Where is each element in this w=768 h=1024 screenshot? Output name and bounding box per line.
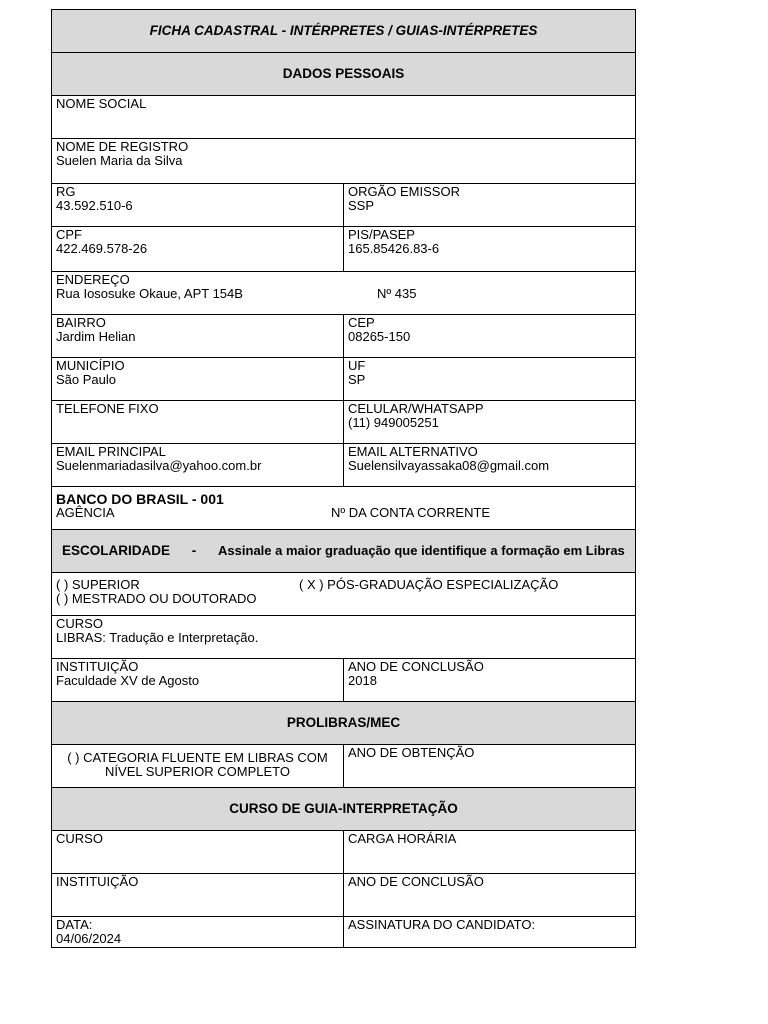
guia-curso-field[interactable] — [52, 831, 344, 874]
option-pos-graduacao[interactable]: ( X ) PÓS-GRADUAÇÃO ESPECIALIZAÇÃO — [299, 577, 559, 592]
email-principal-label: EMAIL PRINCIPAL — [56, 444, 166, 459]
data-value: 04/06/2024 — [56, 931, 122, 946]
banco-name: BANCO DO BRASIL - 001 — [56, 491, 224, 507]
option-superior[interactable]: ( ) SUPERIOR — [56, 577, 140, 592]
conta-corrente-label: Nº DA CONTA CORRENTE — [331, 505, 491, 520]
guia-ano-conclusao-label: ANO DE CONCLUSÃO — [348, 874, 484, 889]
carga-horaria-label: CARGA HORÁRIA — [348, 831, 457, 846]
rg-value: 43.592.510-6 — [56, 198, 133, 213]
assinatura-label: ASSINATURA DO CANDIDATO: — [348, 917, 536, 932]
cpf-field[interactable] — [52, 227, 344, 272]
curso-field[interactable] — [52, 616, 636, 659]
data-field[interactable] — [52, 917, 344, 948]
nome-social-label: NOME SOCIAL — [56, 96, 147, 111]
guia-instituicao-label: INSTITUIÇÃO — [56, 874, 139, 889]
telefone-fixo-field[interactable] — [52, 401, 344, 444]
cep-field[interactable] — [344, 315, 636, 358]
endereco-value: Rua Iososuke Okaue, APT 154B — [56, 286, 243, 301]
cpf-value: 422.469.578-26 — [56, 241, 148, 256]
uf-label: UF — [348, 358, 366, 373]
email-alternativo-label: EMAIL ALTERNATIVO — [348, 444, 478, 459]
orgao-emissor-field[interactable] — [344, 184, 636, 227]
email-alternativo-value: Suelensilvayassaka08@gmail.com — [348, 458, 550, 473]
pis-pasep-field[interactable] — [344, 227, 636, 272]
escolaridade-dash: - — [191, 543, 197, 558]
nome-registro-label: NOME DE REGISTRO — [56, 139, 189, 154]
bairro-label: BAIRRO — [56, 315, 106, 330]
ano-conclusao-field[interactable] — [344, 659, 636, 702]
categoria-line1: ( ) CATEGORIA FLUENTE EM LIBRAS COM — [67, 750, 328, 765]
email-principal-value: Suelenmariadasilva@yahoo.com.br — [56, 458, 262, 473]
rg-field[interactable] — [52, 184, 344, 227]
telefone-fixo-label: TELEFONE FIXO — [56, 401, 159, 416]
uf-field[interactable] — [344, 358, 636, 401]
rg-label: RG — [56, 184, 76, 199]
section-escolaridade — [52, 530, 636, 573]
cpf-label: CPF — [56, 227, 82, 242]
section-dados-pessoais: DADOS PESSOAIS — [52, 53, 636, 96]
ano-obtencao-field[interactable] — [344, 745, 636, 788]
ano-conclusao-value: 2018 — [348, 673, 377, 688]
registration-form — [51, 9, 636, 948]
pis-pasep-label: PIS/PASEP — [348, 227, 415, 242]
escolaridade-instruction: Assinale a maior graduação que identifique a formação em Libras — [218, 543, 625, 558]
endereco-numero: Nº 435 — [377, 286, 417, 301]
cep-label: CEP — [348, 315, 375, 330]
pis-pasep-value: 165.85426.83-6 — [348, 241, 440, 256]
agencia-label: AGÊNCIA — [56, 505, 115, 520]
categoria-fluente-option[interactable] — [52, 745, 344, 788]
nome-registro-value: Suelen Maria da Silva — [56, 153, 183, 168]
instituicao-value: Faculdade XV de Agosto — [56, 673, 200, 688]
endereco-field[interactable] — [52, 272, 636, 315]
curso-value: LIBRAS: Tradução e Interpretação. — [56, 630, 259, 645]
bairro-field[interactable] — [52, 315, 344, 358]
banco-field[interactable] — [52, 487, 636, 530]
assinatura-field[interactable] — [344, 917, 636, 948]
celular-field[interactable] — [344, 401, 636, 444]
form-title: FICHA CADASTRAL - INTÉRPRETES / GUIAS-INTÉRPRETES — [52, 10, 636, 53]
email-principal-field[interactable] — [52, 444, 344, 487]
nome-registro-field[interactable] — [52, 139, 636, 184]
carga-horaria-field[interactable] — [344, 831, 636, 874]
section-prolibras: PROLIBRAS/MEC — [52, 702, 636, 745]
guia-ano-conclusao-field[interactable] — [344, 874, 636, 917]
municipio-label: MUNICÍPIO — [56, 358, 125, 373]
escolaridade-options — [52, 573, 636, 616]
ano-conclusao-label: ANO DE CONCLUSÃO — [348, 659, 484, 674]
instituicao-label: INSTITUIÇÃO — [56, 659, 139, 674]
instituicao-field[interactable] — [52, 659, 344, 702]
municipio-field[interactable] — [52, 358, 344, 401]
guia-instituicao-field[interactable] — [52, 874, 344, 917]
orgao-emissor-value: SSP — [348, 198, 375, 213]
escolaridade-label: ESCOLARIDADE — [62, 543, 171, 558]
bairro-value: Jardim Helian — [56, 329, 136, 344]
email-alternativo-field[interactable] — [344, 444, 636, 487]
curso-label: CURSO — [56, 616, 103, 631]
endereco-label: ENDEREÇO — [56, 272, 130, 287]
municipio-value: São Paulo — [56, 372, 116, 387]
orgao-emissor-label: ORGÃO EMISSOR — [348, 184, 460, 199]
section-guia-interpretacao: CURSO DE GUIA-INTERPRETAÇÃO — [52, 788, 636, 831]
nome-social-field[interactable] — [52, 96, 636, 139]
ano-obtencao-label: ANO DE OBTENÇÃO — [348, 745, 475, 760]
uf-value: SP — [348, 372, 366, 387]
categoria-line2: NÍVEL SUPERIOR COMPLETO — [105, 764, 290, 779]
data-label: DATA: — [56, 917, 93, 932]
option-mestrado[interactable]: ( ) MESTRADO OU DOUTORADO — [56, 591, 257, 606]
guia-curso-label: CURSO — [56, 831, 103, 846]
cep-value: 08265-150 — [348, 329, 411, 344]
celular-label: CELULAR/WHATSAPP — [348, 401, 484, 416]
celular-value: (11) 949005251 — [348, 415, 439, 430]
